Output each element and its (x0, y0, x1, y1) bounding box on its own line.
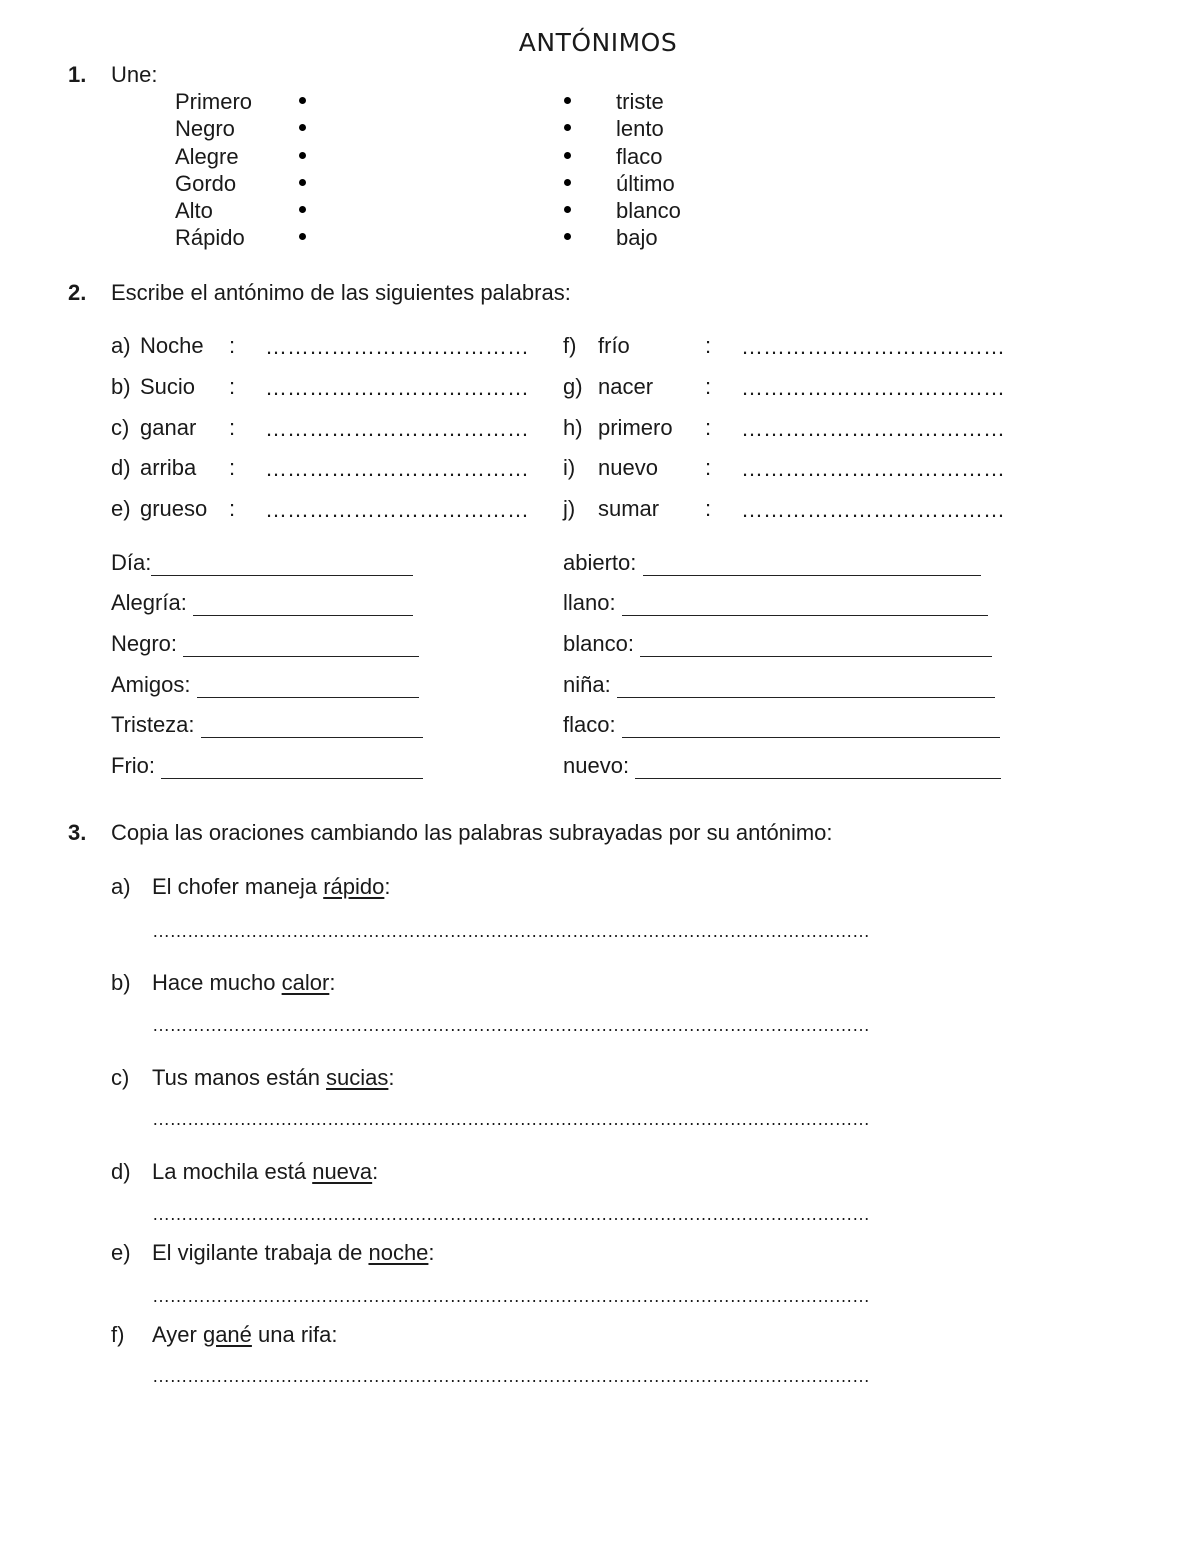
match-left-word: Alto (175, 198, 213, 223)
section-2-number: 2. (68, 280, 87, 305)
answer-dots[interactable]: ……………………………… (265, 456, 529, 481)
answer-dots[interactable]: ……………………………… (741, 416, 1005, 441)
item-letter: i) (563, 455, 576, 480)
item-colon: : (229, 374, 236, 399)
answer-dots[interactable]: ……………………………… (265, 375, 529, 400)
sentence-answer-dots[interactable]: …………………………………………………………………………………………………………… (152, 1015, 870, 1035)
blank-label: blanco: (563, 631, 634, 656)
blank-label: Amigos: (111, 672, 191, 697)
match-right-word: lento (616, 116, 664, 141)
match-left-bullet[interactable] (299, 233, 306, 240)
item-letter: d) (111, 455, 131, 480)
match-left-word: Rápido (175, 225, 245, 250)
item-letter: c) (111, 415, 130, 440)
match-left-bullet[interactable] (299, 124, 306, 131)
item-colon: : (229, 333, 236, 358)
sentence-answer-dots[interactable]: …………………………………………………………………………………………………………… (152, 1286, 870, 1306)
blank-label: nuevo: (563, 753, 630, 778)
match-left-bullet[interactable] (299, 97, 306, 104)
match-left-bullet[interactable] (299, 179, 306, 186)
underlined-word: sucias (326, 1065, 389, 1090)
item-colon: : (705, 374, 712, 399)
blank-row (111, 550, 413, 576)
answer-dots[interactable]: ……………………………… (741, 497, 1005, 522)
underlined-word: noche (368, 1240, 429, 1265)
underlined-word: gané (202, 1322, 252, 1347)
sentence-letter: f) (111, 1322, 125, 1347)
item-letter: a) (111, 333, 131, 358)
section-3-number: 3. (68, 820, 87, 845)
blank-line[interactable] (643, 553, 981, 576)
section-3-instruction: Copia las oraciones cambiando las palabras subrayadas por su antónimo: (111, 820, 833, 845)
item-colon: : (229, 415, 236, 440)
sentence-text: El chofer maneja rápido: (152, 874, 391, 899)
item-word: primero (598, 415, 673, 440)
blank-line[interactable] (201, 715, 423, 738)
underlined-word: rápido (323, 874, 385, 899)
blank-label: llano: (563, 590, 616, 615)
blank-row (563, 753, 1001, 779)
sentence-letter: c) (111, 1065, 130, 1090)
match-left-word: Gordo (175, 171, 237, 196)
match-left-word: Negro (175, 116, 235, 141)
blank-row (111, 712, 423, 738)
answer-dots[interactable]: ……………………………… (265, 497, 529, 522)
item-colon: : (229, 496, 236, 521)
answer-dots[interactable]: ……………………………… (265, 334, 529, 359)
sentence-text: Ayer gané una rifa: (152, 1322, 338, 1347)
sentence-text: Tus manos están sucias: (152, 1065, 395, 1090)
item-word: Sucio (140, 374, 196, 399)
item-colon: : (705, 333, 712, 358)
sentence-text: La mochila está nueva: (152, 1159, 379, 1184)
match-left-word: Alegre (175, 144, 239, 169)
sentence-answer-dots[interactable]: …………………………………………………………………………………………………………… (152, 1204, 870, 1224)
item-word: arriba (140, 455, 197, 480)
item-letter: h) (563, 415, 583, 440)
sentence-text: El vigilante trabaja de noche: (152, 1240, 435, 1265)
underlined-word: calor (281, 970, 330, 995)
answer-dots[interactable]: ……………………………… (741, 375, 1005, 400)
blank-line[interactable] (183, 634, 419, 657)
sentence-answer-dots[interactable]: …………………………………………………………………………………………………………… (152, 921, 870, 941)
blank-row (111, 590, 413, 616)
blank-line[interactable] (193, 593, 413, 616)
blank-line[interactable] (622, 715, 1000, 738)
blank-label: Día: (111, 550, 152, 575)
page-title: ANTÓNIMOS (518, 28, 678, 57)
blank-label: niña: (563, 672, 611, 697)
match-right-bullet[interactable] (564, 179, 571, 186)
sentence-text: Hace mucho calor: (152, 970, 336, 995)
item-letter: b) (111, 374, 131, 399)
item-word: Noche (140, 333, 204, 358)
item-word: nuevo (598, 455, 658, 480)
item-colon: : (705, 496, 712, 521)
answer-dots[interactable]: ……………………………… (265, 416, 529, 441)
match-left-bullet[interactable] (299, 206, 306, 213)
blank-row (563, 590, 988, 616)
item-word: sumar (598, 496, 660, 521)
match-left-bullet[interactable] (299, 152, 306, 159)
underlined-word: nueva (312, 1159, 373, 1184)
item-colon: : (705, 415, 712, 440)
blank-label: Negro: (111, 631, 178, 656)
blank-row (563, 712, 1000, 738)
answer-dots[interactable]: ……………………………… (741, 456, 1005, 481)
blank-line[interactable] (197, 675, 419, 698)
match-right-bullet[interactable] (564, 124, 571, 131)
match-right-word: último (616, 171, 675, 196)
sentence-letter: a) (111, 874, 131, 899)
item-word: nacer (598, 374, 654, 399)
item-letter: j) (563, 496, 576, 521)
match-right-bullet[interactable] (564, 97, 571, 104)
item-letter: f) (563, 333, 577, 358)
blank-row (563, 550, 981, 576)
match-right-word: triste (616, 89, 664, 114)
blank-label: Tristeza: (111, 712, 195, 737)
blank-label: Frio: (111, 753, 155, 778)
blank-line[interactable] (161, 756, 423, 779)
section-2-instruction: Escribe el antónimo de las siguientes palabras: (111, 280, 571, 305)
sentence-letter: d) (111, 1159, 131, 1184)
match-right-bullet[interactable] (564, 152, 571, 159)
blank-line[interactable] (635, 756, 1001, 779)
match-right-bullet[interactable] (564, 206, 571, 213)
blank-line[interactable] (640, 634, 992, 657)
match-right-bullet[interactable] (564, 233, 571, 240)
match-right-word: blanco (616, 198, 681, 223)
match-right-word: bajo (616, 225, 658, 250)
blank-label: Alegría: (111, 590, 187, 615)
blank-line[interactable] (151, 553, 413, 576)
blank-label: abierto: (563, 550, 637, 575)
blank-line[interactable] (622, 593, 988, 616)
answer-dots[interactable]: ……………………………… (741, 334, 1005, 359)
sentence-letter: b) (111, 970, 131, 995)
sentence-letter: e) (111, 1240, 131, 1265)
item-word: grueso (140, 496, 208, 521)
item-colon: : (705, 455, 712, 480)
sentence-answer-dots[interactable]: …………………………………………………………………………………………………………… (152, 1109, 870, 1129)
item-letter: e) (111, 496, 131, 521)
blank-row (111, 631, 419, 657)
item-word: frío (598, 333, 630, 358)
blank-label: flaco: (563, 712, 616, 737)
blank-row (111, 672, 419, 698)
sentence-answer-dots[interactable]: …………………………………………………………………………………………………………… (152, 1366, 870, 1386)
item-colon: : (229, 455, 236, 480)
section-1-number: 1. (68, 62, 87, 87)
blank-row (563, 672, 995, 698)
blank-row (111, 753, 423, 779)
match-right-word: flaco (616, 144, 663, 169)
blank-row (563, 631, 992, 657)
match-left-word: Primero (175, 89, 253, 114)
item-word: ganar (140, 415, 197, 440)
item-letter: g) (563, 374, 583, 399)
section-1-instruction: Une: (111, 62, 158, 87)
blank-line[interactable] (617, 675, 995, 698)
